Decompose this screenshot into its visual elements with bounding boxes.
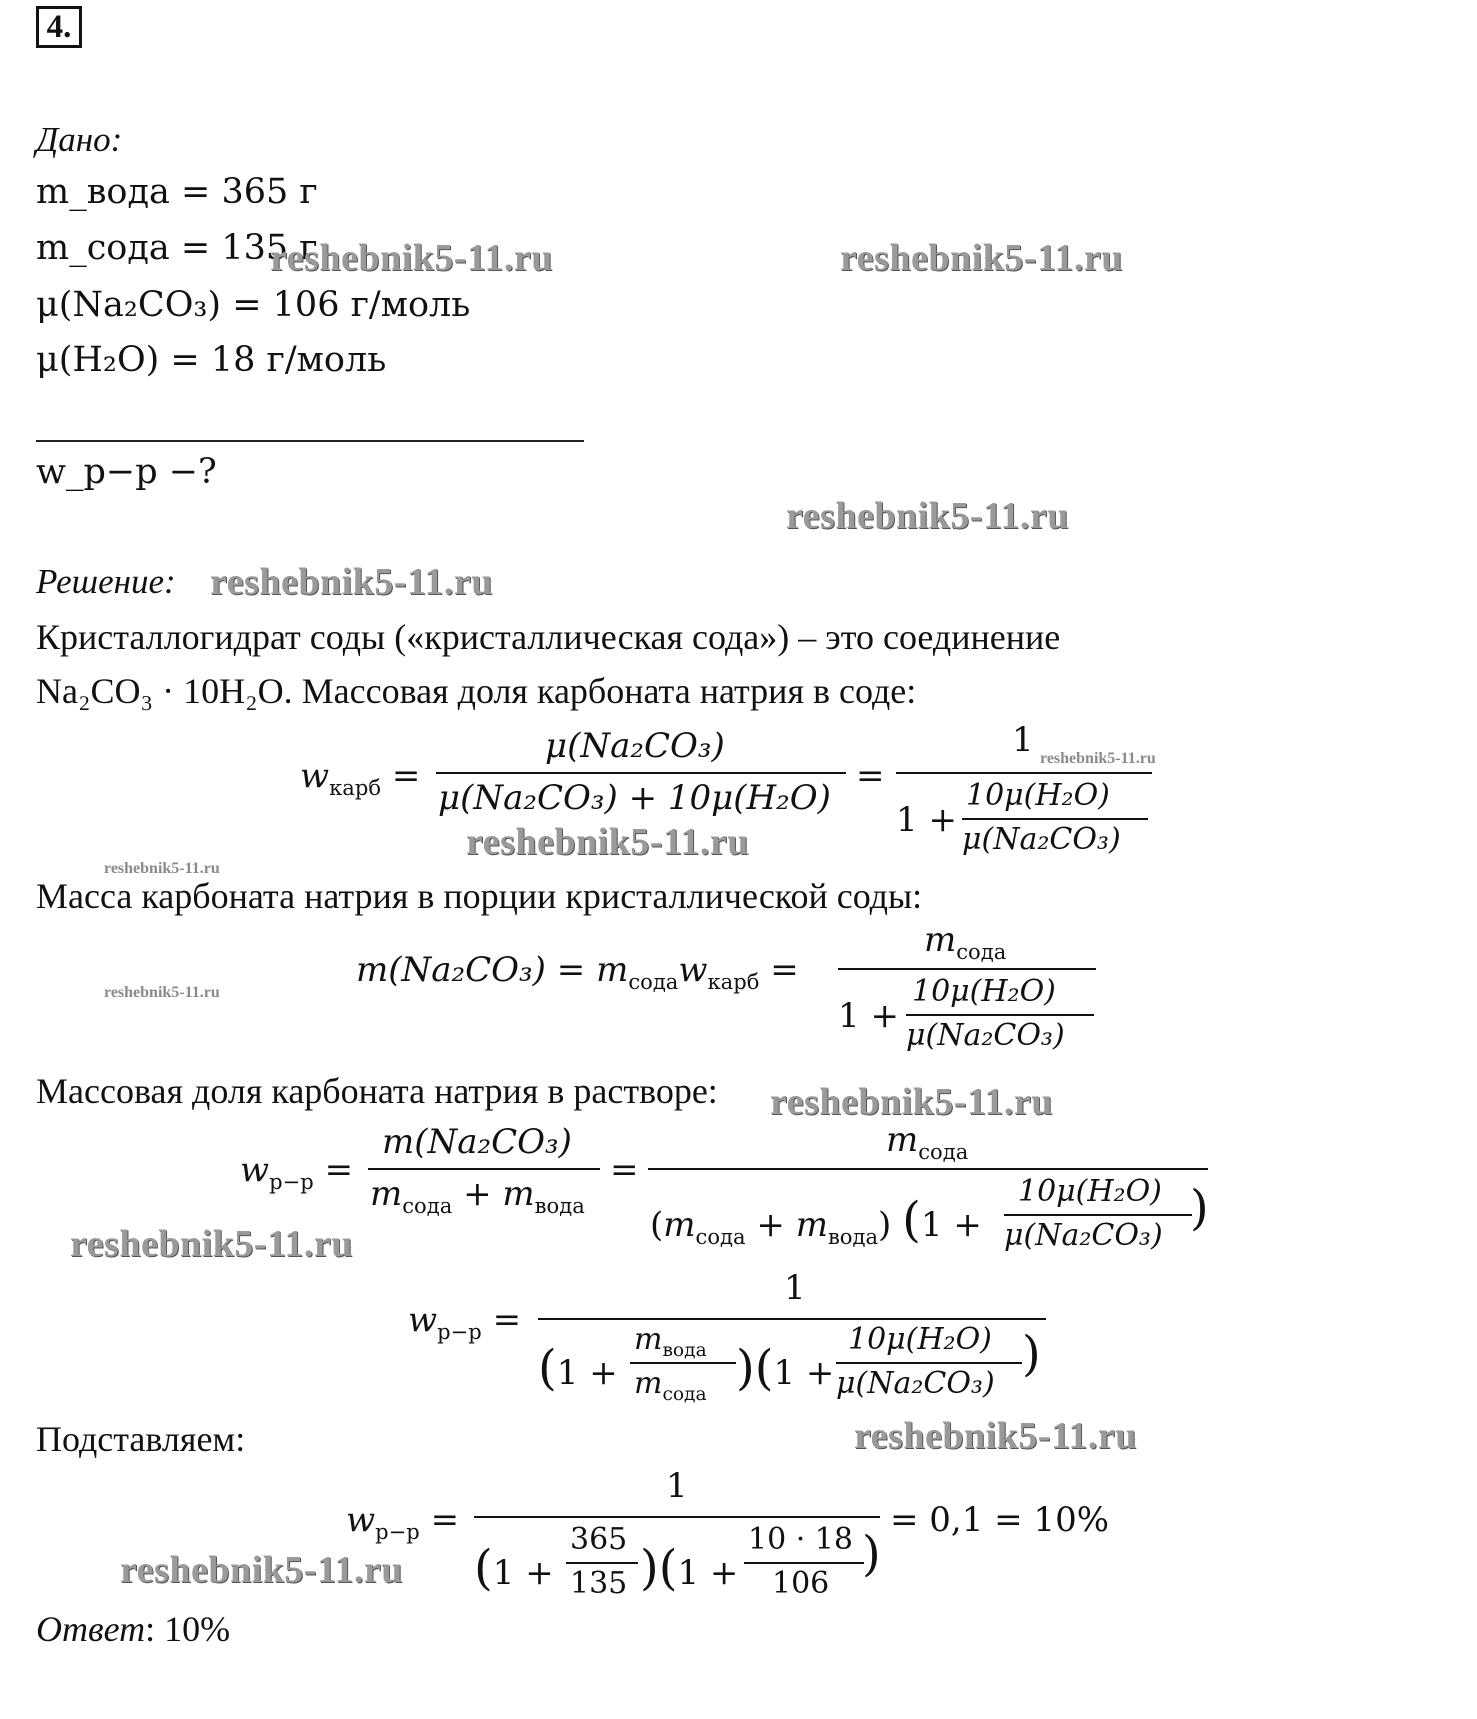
- f3-den2: $(m_{сода} + m_{вода}) (1$ +: [650, 1192, 982, 1249]
- f3-inner-den: μ(Na₂CO₃): [1004, 1218, 1163, 1253]
- watermark: reshebnik5-11.ru: [854, 1415, 1137, 1457]
- text-mass-carbonate: Масса карбоната натрия в порции кристаллической соды:: [36, 876, 923, 916]
- f2-oneplus: 1 +: [838, 996, 899, 1036]
- f3-rparen: ): [1190, 1180, 1209, 1236]
- f5-rparen: ): [862, 1526, 881, 1582]
- f4-left-paren: (1 +: [538, 1340, 618, 1396]
- f3-num: m(Na₂CO₃): [382, 1122, 572, 1162]
- intro-line-2: Na₂CO₃ · 10H₂O. Массовая доля карбоната натрия в соде:: [36, 671, 917, 711]
- f4-frac-bar: [630, 1362, 736, 1364]
- f5-result: = 0,1 = 10%: [890, 1500, 1110, 1540]
- f3-eq2: =: [610, 1150, 639, 1190]
- find-line: w_р−р −?: [36, 452, 217, 492]
- watermark: reshebnik5-11.ru: [70, 1223, 353, 1265]
- f1-eq2: =: [856, 756, 885, 796]
- f2-inner-den: μ(Na₂CO₃): [906, 1018, 1065, 1053]
- f4-frac-num: $m_{вода}$: [634, 1322, 707, 1361]
- given-divider: [36, 440, 584, 442]
- answer-label: Ответ: [36, 1609, 146, 1649]
- watermark: reshebnik5-11.ru: [770, 1081, 1053, 1123]
- f5-n365: 365: [570, 1522, 628, 1557]
- f2-lhs: $m(Na_2CO_3) = m_{сода}w_{карб}$ =: [356, 950, 799, 994]
- solution-heading: Решение:: [36, 562, 176, 601]
- watermark-small: reshebnik5-11.ru: [104, 860, 220, 877]
- f3-lhs: $w_{р-р}$ =: [240, 1150, 354, 1194]
- f1-lhs: $w_{карб}$ =: [300, 756, 421, 800]
- f5-one: 1: [666, 1466, 688, 1506]
- f5-mid: )(1 +: [640, 1540, 739, 1596]
- intro-line-1: Кристаллогидрат соды («кристаллическая сода») – это соединение: [36, 617, 1061, 657]
- f1-oneplus: 1 +: [896, 800, 957, 840]
- given-line-mu-na2co3: μ(Na₂CO₃) = 106 г/моль: [36, 285, 471, 325]
- f4-bar: [538, 1318, 1046, 1320]
- f5-n10x18: 10 · 18: [748, 1522, 853, 1557]
- answer-line: [36, 1608, 230, 1650]
- watermark-small: reshebnik5-11.ru: [104, 984, 220, 1001]
- f4-inner-bar: [836, 1362, 1022, 1364]
- watermark: reshebnik5-11.ru: [270, 237, 553, 279]
- f4-inner-num: 10μ(H₂O): [848, 1322, 992, 1357]
- f5-n106: 106: [772, 1566, 830, 1601]
- f2-num: $m_{сода}$: [924, 920, 1007, 964]
- f2-inner-num: 10μ(H₂O): [912, 974, 1056, 1009]
- f1-num: μ(Na₂CO₃): [545, 726, 725, 766]
- f4-lhs: $w_{р-р}$ =: [408, 1300, 522, 1344]
- f1-inner-bar: [962, 818, 1148, 820]
- watermark: reshebnik5-11.ru: [466, 821, 749, 863]
- f1-bar: [436, 772, 846, 774]
- f4-mid-paren: )(1 +: [736, 1340, 835, 1396]
- f1-inner-num: 10μ(H₂O): [966, 778, 1110, 813]
- f5-frac2-bar: [744, 1562, 864, 1564]
- f1-den: μ(Na₂CO₃) + 10μ(H₂O): [438, 778, 831, 818]
- f5-bar: [474, 1516, 880, 1518]
- f3-bar: [368, 1168, 600, 1170]
- f2-bar: [838, 968, 1096, 970]
- f5-lhs: $w_{р-р}$ =: [346, 1500, 460, 1544]
- f2-inner-bar: [906, 1014, 1094, 1016]
- f5-n135: 135: [570, 1566, 628, 1601]
- f3-num2: $m_{сода}$: [886, 1120, 969, 1164]
- f3-inner-bar: [1004, 1214, 1192, 1216]
- f3-bar2: [648, 1168, 1208, 1170]
- watermark: reshebnik5-11.ru: [210, 561, 493, 603]
- watermark-small: reshebnik5-11.ru: [1040, 750, 1156, 767]
- text-substitute: Подставляем:: [36, 1419, 246, 1459]
- f4-frac-den: $m_{сода}$: [634, 1366, 707, 1405]
- watermark: reshebnik5-11.ru: [120, 1549, 403, 1591]
- f4-rparen: ): [1022, 1326, 1041, 1382]
- given-heading: Дано:: [36, 120, 123, 159]
- f4-inner-den: μ(Na₂CO₃): [836, 1366, 995, 1401]
- problem-number: 4.: [36, 6, 82, 48]
- text-fraction-solution: Массовая доля карбоната натрия в растворе:: [36, 1071, 718, 1111]
- f5-frac1-bar: [566, 1562, 638, 1564]
- watermark: reshebnik5-11.ru: [840, 237, 1123, 279]
- given-line-water: m_вода = 365 г: [36, 172, 318, 212]
- f3-den: $m_{сода} + m_{вода}$: [370, 1174, 585, 1218]
- f5-left: (1 +: [474, 1540, 554, 1596]
- f3-inner-num: 10μ(H₂O): [1018, 1174, 1162, 1209]
- given-line-mu-h2o: μ(H₂O) = 18 г/моль: [36, 340, 387, 380]
- f1-one: 1: [1012, 720, 1034, 760]
- f4-one: 1: [784, 1268, 806, 1308]
- f1-bar2: [896, 772, 1152, 774]
- given-line-soda: m_сода = 135 г: [36, 228, 318, 268]
- f1-inner-den: μ(Na₂CO₃): [962, 822, 1121, 857]
- watermark: reshebnik5-11.ru: [786, 495, 1069, 537]
- answer-value: : 10%: [145, 1609, 231, 1649]
